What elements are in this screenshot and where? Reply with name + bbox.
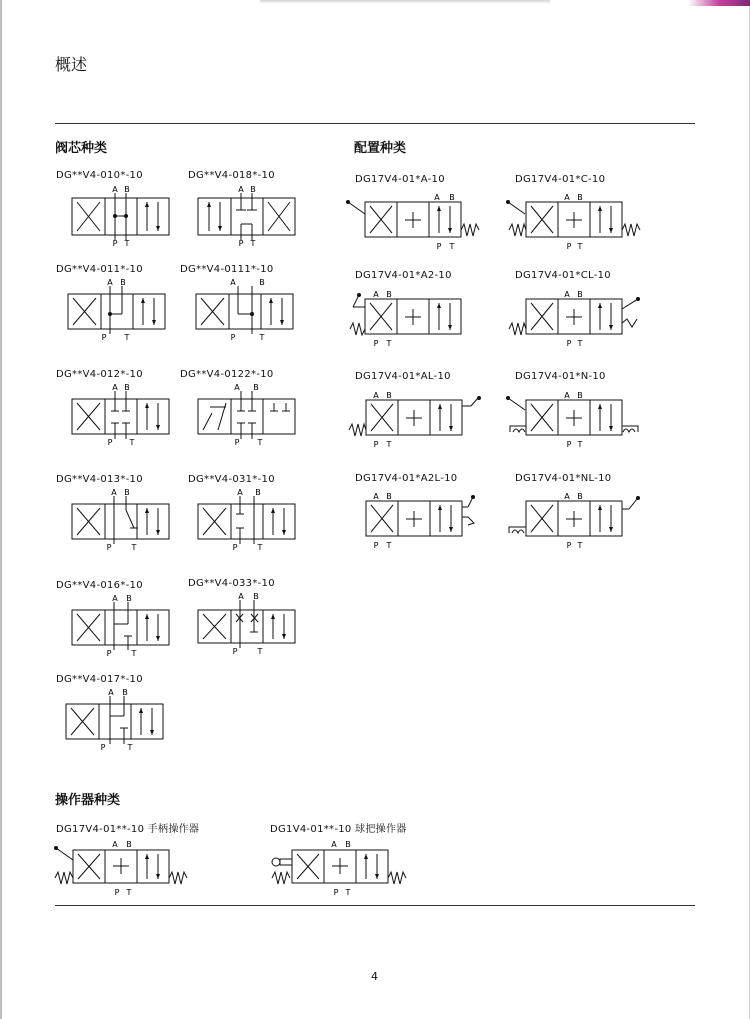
config-code: DG17V4-01*A2-10 <box>355 270 452 281</box>
port-label-a: A <box>112 840 118 849</box>
port-label-b: B <box>386 290 392 299</box>
config-code: DG17V4-01*CL-10 <box>515 270 611 281</box>
config-symbol-n <box>505 388 645 450</box>
valve-symbol-031 <box>198 488 298 552</box>
port-label-t: T <box>124 239 130 248</box>
spool-code: DG**V4-016*-10 <box>56 580 143 591</box>
port-label-t: T <box>259 333 265 342</box>
spool-code: DG**V4-0111*-10 <box>180 264 274 275</box>
config-symbol-cl <box>505 287 650 349</box>
port-label-b: B <box>577 193 583 202</box>
port-label-t: T <box>129 438 135 447</box>
valve-symbol-0111 <box>196 278 296 342</box>
port-label-a: A <box>234 383 240 392</box>
valve-symbol-012 <box>72 383 172 447</box>
port-label-a: A <box>373 290 379 299</box>
port-label-a: A <box>373 492 379 501</box>
port-label-p: P <box>234 438 240 447</box>
port-label-p: P <box>114 888 120 897</box>
config-code: DG17V4-01*AL-10 <box>355 371 451 382</box>
port-label-t: T <box>131 543 137 552</box>
port-label-p: P <box>566 242 572 251</box>
config-symbol-c <box>505 190 645 252</box>
spool-code: DG**V4-011*-10 <box>56 264 143 275</box>
port-label-b: B <box>124 488 130 497</box>
port-label-a: A <box>564 193 570 202</box>
spool-code: DG**V4-010*-10 <box>56 170 143 181</box>
page-title: 概述 <box>55 55 88 74</box>
section-title-config-types: 配置种类 <box>354 141 407 156</box>
valve-symbol-033 <box>198 592 298 656</box>
port-label-t: T <box>257 647 263 656</box>
port-label-t: T <box>386 541 392 550</box>
port-label-b: B <box>259 278 265 287</box>
port-label-b: B <box>449 193 455 202</box>
config-code: DG17V4-01*C-10 <box>515 174 606 185</box>
port-label-b: B <box>386 492 392 501</box>
spool-code: DG**V4-0122*-10 <box>180 369 274 380</box>
port-label-t: T <box>386 339 392 348</box>
port-label-b: B <box>126 594 132 603</box>
port-label-a: A <box>111 488 117 497</box>
port-label-a: A <box>564 492 570 501</box>
valve-symbol-0122 <box>198 383 298 447</box>
port-label-a: A <box>230 278 236 287</box>
operator-symbol-ball-knob <box>268 836 413 898</box>
port-label-a: A <box>331 840 337 849</box>
port-label-b: B <box>124 383 130 392</box>
port-label-t: T <box>124 333 130 342</box>
page-number: 4 <box>371 970 378 983</box>
port-label-b: B <box>255 488 261 497</box>
spool-code: DG**V4-012*-10 <box>56 369 143 380</box>
port-label-p: P <box>112 239 118 248</box>
port-label-a: A <box>564 290 570 299</box>
config-code: DG17V4-01*NL-10 <box>515 473 612 484</box>
valve-symbol-011 <box>68 278 168 342</box>
spool-code: DG**V4-013*-10 <box>56 474 143 485</box>
spool-code: DG**V4-031*-10 <box>188 474 275 485</box>
config-symbol-nl <box>505 489 650 551</box>
port-label-p: P <box>566 541 572 550</box>
port-label-a: A <box>238 185 244 194</box>
port-label-t: T <box>449 242 455 251</box>
port-label-t: T <box>577 440 583 449</box>
port-label-a: A <box>434 193 440 202</box>
port-label-a: A <box>237 488 243 497</box>
port-label-p: P <box>106 649 112 658</box>
port-label-t: T <box>577 339 583 348</box>
port-label-t: T <box>126 888 132 897</box>
port-label-b: B <box>577 492 583 501</box>
operator-code: DG1V4-01**-10 球把操作器 <box>270 824 407 835</box>
divider-top <box>55 123 695 124</box>
page-edge-left <box>0 0 2 1019</box>
port-label-b: B <box>577 391 583 400</box>
port-label-b: B <box>386 391 392 400</box>
port-label-a: A <box>373 391 379 400</box>
port-label-p: P <box>106 543 112 552</box>
spool-code: DG**V4-033*-10 <box>188 578 275 589</box>
valve-symbol-010 <box>72 184 172 248</box>
port-label-p: P <box>101 333 107 342</box>
port-label-t: T <box>257 438 263 447</box>
config-symbol-a2 <box>345 287 485 349</box>
port-label-t: T <box>250 239 256 248</box>
valve-symbol-016 <box>72 594 172 658</box>
port-label-b: B <box>250 185 256 194</box>
port-label-t: T <box>127 743 133 752</box>
port-label-b: B <box>122 688 128 697</box>
valve-symbol-013 <box>72 488 172 552</box>
port-label-t: T <box>577 242 583 251</box>
port-label-p: P <box>373 339 379 348</box>
port-label-t: T <box>345 888 351 897</box>
port-label-p: P <box>230 333 236 342</box>
operator-symbol-hand-lever <box>52 836 197 898</box>
port-label-a: A <box>238 592 244 601</box>
port-label-t: T <box>257 543 263 552</box>
port-label-b: B <box>126 840 132 849</box>
spool-code: DG**V4-018*-10 <box>188 170 275 181</box>
config-code: DG17V4-01*A-10 <box>355 174 445 185</box>
port-label-a: A <box>112 383 118 392</box>
operator-code: DG17V4-01**-10 手柄操作器 <box>56 824 200 835</box>
port-label-t: T <box>131 649 137 658</box>
port-label-a: A <box>107 278 113 287</box>
port-label-b: B <box>345 840 351 849</box>
port-label-b: B <box>577 290 583 299</box>
spool-code: DG**V4-017*-10 <box>56 674 143 685</box>
port-label-b: B <box>124 185 130 194</box>
top-strip <box>260 0 550 3</box>
divider-bottom <box>55 905 695 906</box>
port-label-p: P <box>436 242 442 251</box>
port-label-a: A <box>112 594 118 603</box>
port-label-a: A <box>108 688 114 697</box>
port-label-p: P <box>373 541 379 550</box>
top-corner-decoration <box>688 0 750 6</box>
port-label-b: B <box>120 278 126 287</box>
port-label-p: P <box>232 647 238 656</box>
config-symbol-a <box>345 190 485 252</box>
port-label-p: P <box>566 339 572 348</box>
port-label-a: A <box>112 185 118 194</box>
port-label-t: T <box>386 440 392 449</box>
port-label-p: P <box>107 438 113 447</box>
config-symbol-a2l <box>345 489 490 551</box>
config-code: DG17V4-01*A2L-10 <box>355 473 458 484</box>
valve-symbol-018 <box>198 184 298 248</box>
port-label-a: A <box>564 391 570 400</box>
port-label-t: T <box>577 541 583 550</box>
section-title-operator-types: 操作器种类 <box>55 793 121 808</box>
port-label-p: P <box>333 888 339 897</box>
config-code: DG17V4-01*N-10 <box>515 371 606 382</box>
port-label-b: B <box>253 383 259 392</box>
section-title-spool-types: 阀芯种类 <box>55 141 108 156</box>
port-label-p: P <box>100 743 106 752</box>
port-label-b: B <box>253 592 259 601</box>
port-label-p: P <box>566 440 572 449</box>
port-label-p: P <box>238 239 244 248</box>
port-label-p: P <box>232 543 238 552</box>
valve-symbol-017 <box>66 688 166 752</box>
port-label-p: P <box>373 440 379 449</box>
config-symbol-al <box>345 388 490 450</box>
